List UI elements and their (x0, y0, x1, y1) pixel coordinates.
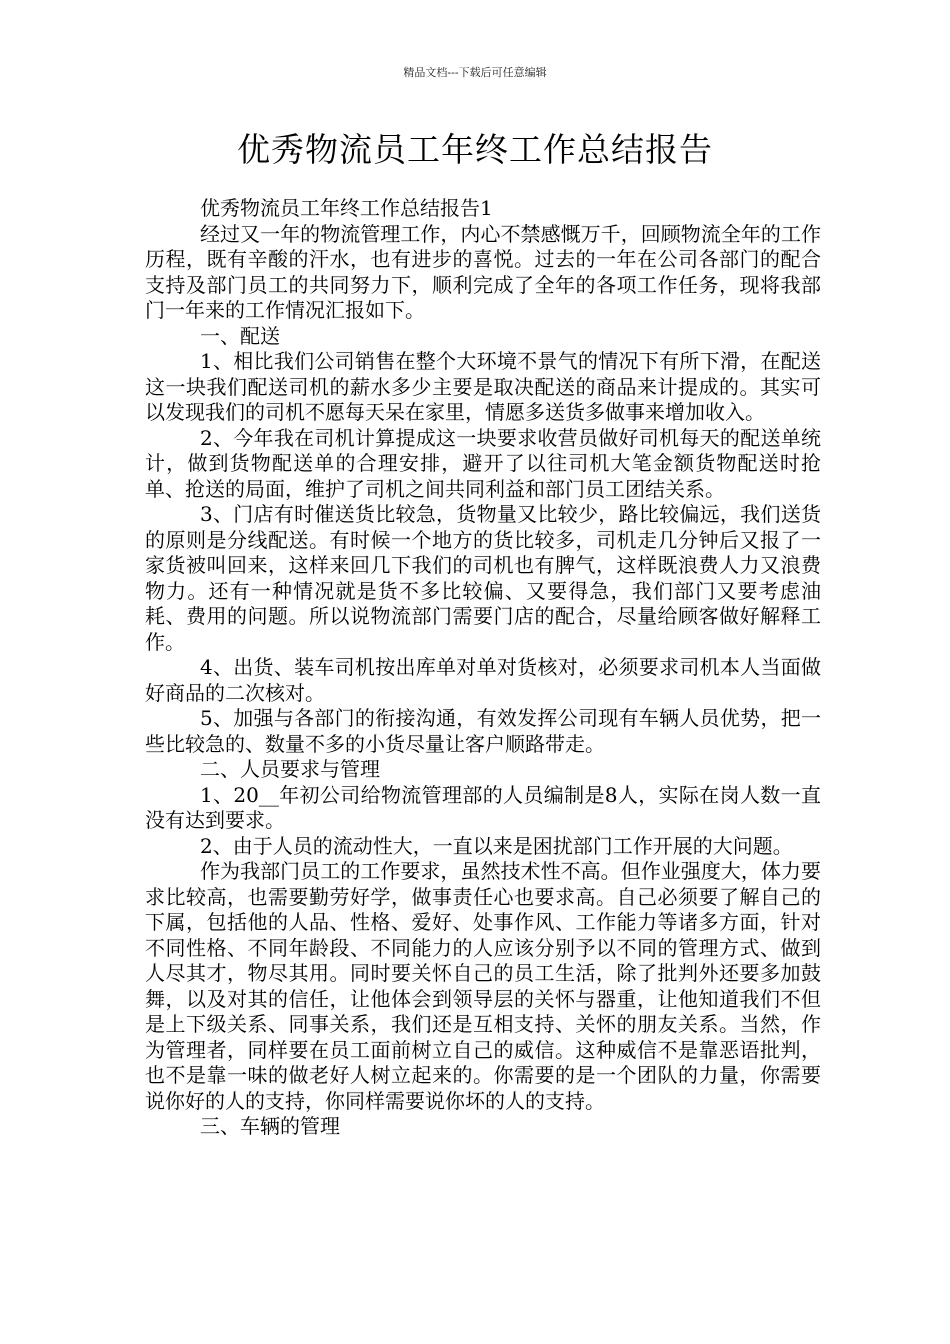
subtitle-paragraph: 优秀物流员工年终工作总结报告1 (200, 196, 493, 220)
delivery-item-1: 1、相比我们公司销售在整个大环境不景气的情况下有所下滑，在配送这一块我们配送司机的薪水多少主要是取决配送的商品来计提成的。其实可以发现我们的司机不愿每天呆在家里，情愿多送货多做事来增加收入。 (145, 349, 821, 424)
section-heading-vehicles: 三、车辆的管理 (200, 1114, 340, 1138)
delivery-item-2: 2、今年我在司机计算提成这一块要求收营员做好司机每天的配送单统计，做到货物配送单的合理安排，避开了以往司机大笔金额货物配送时抢单、抢送的局面，维护了司机之间共同利益和部门员工团结关系。 (145, 425, 821, 501)
personnel-item-2: 2、由于人员的流动性大，一直以来是困扰部门工作开展的大问题。 (200, 833, 793, 858)
section-heading-delivery: 一、配送 (200, 323, 280, 348)
delivery-item-5: 5、加强与各部门的衔接沟通，有效发挥公司现有车辆人员优势，把一些比较急的、数量不多的小货尽量让客户顺路带走。 (145, 706, 821, 756)
personnel-item-1: 1、20__年初公司给物流管理部的人员编制是8人，实际在岗人数一直没有达到要求。 (145, 782, 821, 832)
intro-paragraph: 经过又一年的物流管理工作，内心不禁感慨万千，回顾物流全年的工作历程，既有辛酸的汗水，也有进步的喜悦。过去的一年在公司各部门的配合支持及部门员工的共同努力下，顺利完成了全年的各项工作任务，现将我部门一年来的工作情况汇报如下。 (145, 221, 821, 322)
delivery-item-4: 4、出货、装车司机按出库单对单对货核对，必须要求司机本人当面做好商品的二次核对。 (145, 655, 821, 705)
section-heading-personnel: 二、人员要求与管理 (200, 757, 380, 781)
document-body (145, 196, 821, 1140)
delivery-item-3: 3、门店有时催送货比较急，货物量又比较少，路比较偏远，我们送货的原则是分线配送。有时候一个地方的货比较多，司机走几分钟后又报了一家货被叫回来，这样来回几下我们的司机也有脾气，这样既浪费人力又浪费物力。还有一种情况就是货不多比较偏、又要得急，我们部门又要考虑油耗、费用的问题。所以说物流部门需要门店的配合，尽量给顾客做好解释工作。 (145, 502, 821, 654)
document-title: 优秀物流员工年终工作总结报告 (237, 130, 713, 169)
header-note: 精品文档---下载后可任意编辑 (403, 66, 547, 79)
personnel-paragraph: 作为我部门员工的工作要求，虽然技术性不高。但作业强度大，体力要求比较高，也需要勤劳好学，做事责任心也要求高。自己必须要了解自己的下属，包括他的人品、性格、爱好、处事作风、工作能力等诸多方面，针对不同性格、不同年龄段、不同能力的人应该分别予以不同的管理方式、做到人尽其才，物尽其用。同时要关怀自己的员工生活，除了批判外还要多加鼓舞，以及对其的信任，让他体会到领导层的关怀与器重，让他知道我们不但是上下级关系、同事关系，我们还是互相支持、关怀的朋友关系。当然，作为管理者，同样要在员工面前树立自己的威信。这种威信不是靠恶语批判，也不是靠一味的做老好人树立起来的。你需要的是一个团队的力量，你需要说你好的人的支持，你同样需要说你坏的人的支持。 (145, 859, 821, 1113)
